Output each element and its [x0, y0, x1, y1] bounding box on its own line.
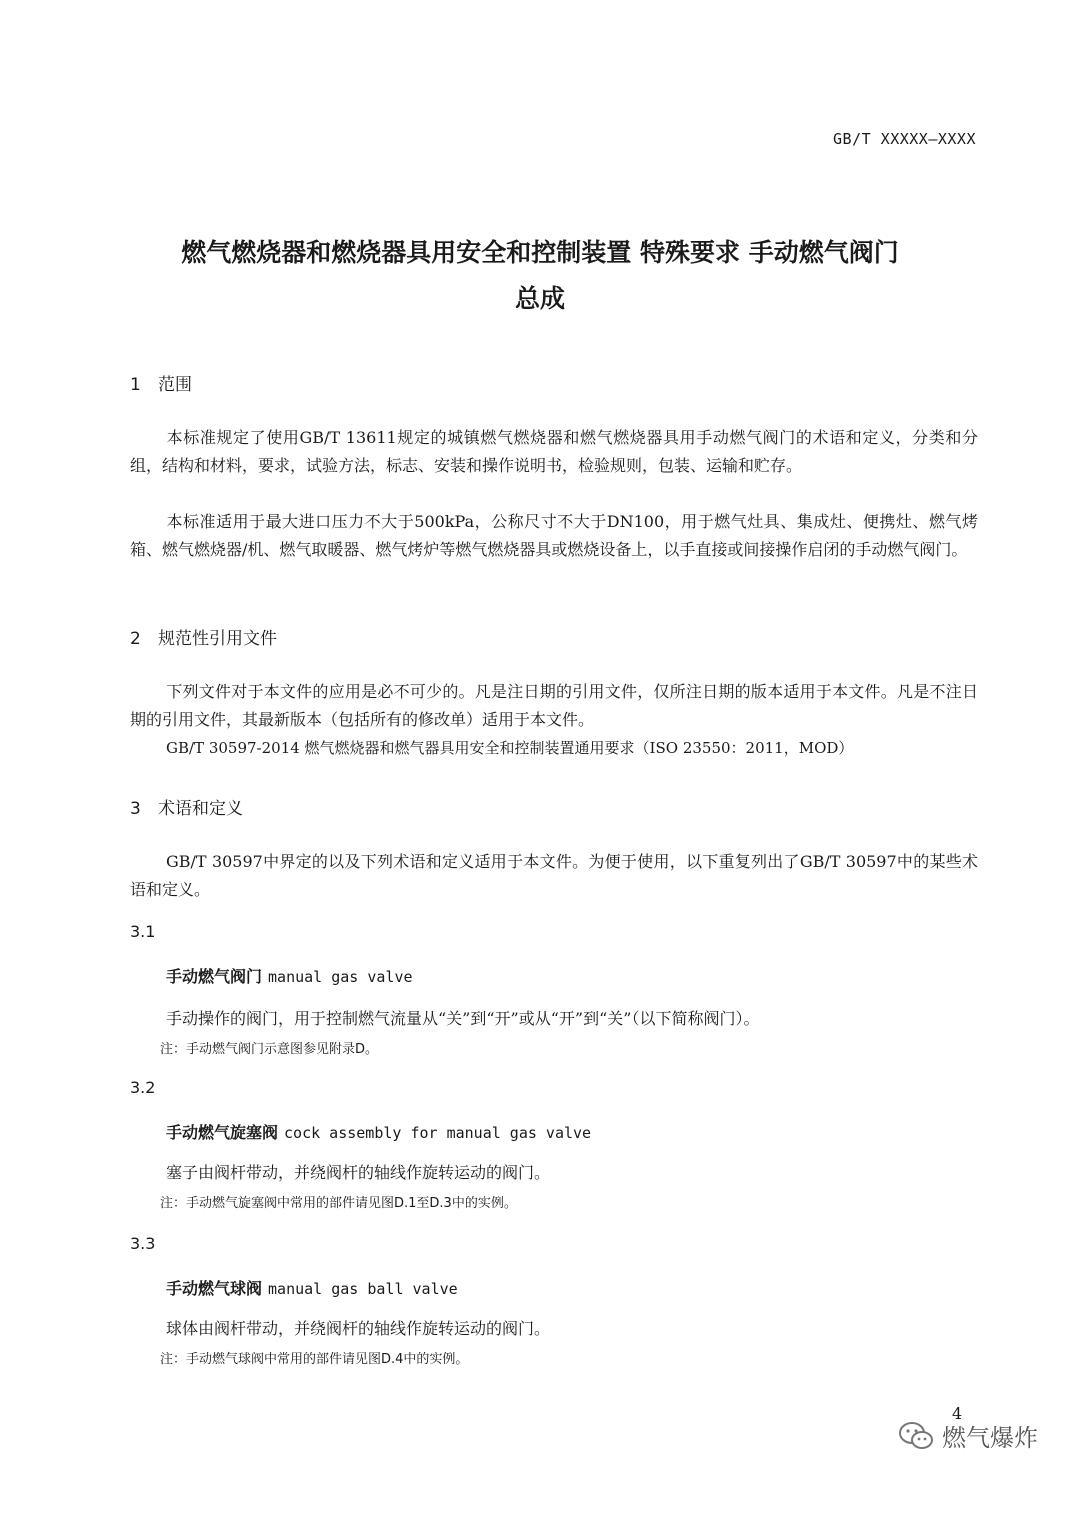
section-title: 范围 — [158, 375, 192, 395]
section-1-paragraph-2 — [130, 508, 978, 564]
term-english: manual gas valve — [268, 968, 413, 986]
term-heading — [166, 1276, 458, 1299]
section-title: 术语和定义 — [158, 799, 243, 819]
title-line-1: 燃气燃烧器和燃烧器具用安全和控制装置 特殊要求 手动燃气阀门 — [181, 238, 899, 267]
term-note: 注：手动燃气球阀中常用的部件请见图D.4中的实例。 — [160, 1352, 469, 1367]
term-heading — [166, 964, 413, 987]
normative-reference — [130, 734, 978, 762]
term-definition: 手动操作的阀门，用于控制燃气流量从“关”到“开”或从“开”到“关”（以下简称阀门）。 — [166, 1009, 760, 1028]
wechat-icon — [898, 1421, 934, 1451]
term-heading — [166, 1120, 591, 1143]
watermark-text: 燃气爆炸 — [942, 1424, 1038, 1452]
section-number: 2 — [130, 629, 141, 649]
term-definition: 塞子由阀杆带动，并绕阀杆的轴线作旋转运动的阀门。 — [166, 1163, 551, 1182]
term-chinese: 手动燃气球阀 — [166, 1279, 263, 1298]
document-title — [100, 230, 980, 322]
term-chinese: 手动燃气旋塞阀 — [166, 1123, 279, 1142]
paragraph-text: 本标准规定了使用GB/T 13611规定的城镇燃气燃烧器和燃气燃烧器具用手动燃气阀门的术语和定义，分类和分组，结构和材料，要求，试验方法，标志、安装和操作说明书，检验规则，包装、运输和贮存。 — [130, 428, 978, 475]
section-title: 规范性引用文件 — [158, 629, 277, 649]
term-note: 注：手动燃气阀门示意图参见附录D。 — [160, 1042, 379, 1057]
reference-text: GB/T 30597-2014 燃气燃烧器和燃气器具用安全和控制装置通用要求（ISO 23550：2011，MOD） — [166, 739, 854, 757]
section-number: 3 — [130, 799, 141, 819]
term-english: manual gas ball valve — [268, 1280, 458, 1298]
term-note: 注：手动燃气旋塞阀中常用的部件请见图D.1至D.3中的实例。 — [160, 1196, 517, 1211]
section-3-heading — [130, 794, 243, 819]
section-3-paragraph-1 — [130, 848, 978, 904]
paragraph-text: 本标准适用于最大进口压力不大于500kPa，公称尺寸不大于DN100，用于燃气灶具、集成灶、便携灶、燃气烤箱、燃气燃烧器/机、燃气取暖器、燃气烤炉等燃气燃烧器具或燃烧设备上，以手直接或间接操作启闭的手动燃气阀门。 — [130, 512, 978, 559]
section-2-paragraph-1 — [130, 678, 978, 734]
section-1-paragraph-1 — [130, 424, 978, 480]
standard-code: GB/T XXXXX—XXXX — [833, 130, 976, 148]
section-2-heading — [130, 624, 277, 649]
watermark — [898, 1418, 1038, 1453]
clause-number: 3.2 — [130, 1078, 156, 1097]
term-english: cock assembly for manual gas valve — [284, 1124, 592, 1142]
section-number: 1 — [130, 375, 141, 395]
title-line-2: 总成 — [514, 284, 565, 313]
clause-number: 3.1 — [130, 922, 156, 941]
section-1-heading — [130, 370, 192, 395]
term-definition: 球体由阀杆带动，并绕阀杆的轴线作旋转运动的阀门。 — [166, 1319, 551, 1338]
paragraph-text: 下列文件对于本文件的应用是必不可少的。凡是注日期的引用文件，仅所注日期的版本适用于本文件。凡是不注日期的引用文件，其最新版本（包括所有的修改单）适用于本文件。 — [130, 682, 978, 729]
paragraph-text: GB/T 30597中界定的以及下列术语和定义适用于本文件。为便于使用，以下重复列出了GB/T 30597中的某些术语和定义。 — [130, 852, 978, 899]
term-chinese: 手动燃气阀门 — [166, 967, 263, 986]
clause-number: 3.3 — [130, 1234, 156, 1253]
page-number: 4 — [952, 1404, 963, 1423]
